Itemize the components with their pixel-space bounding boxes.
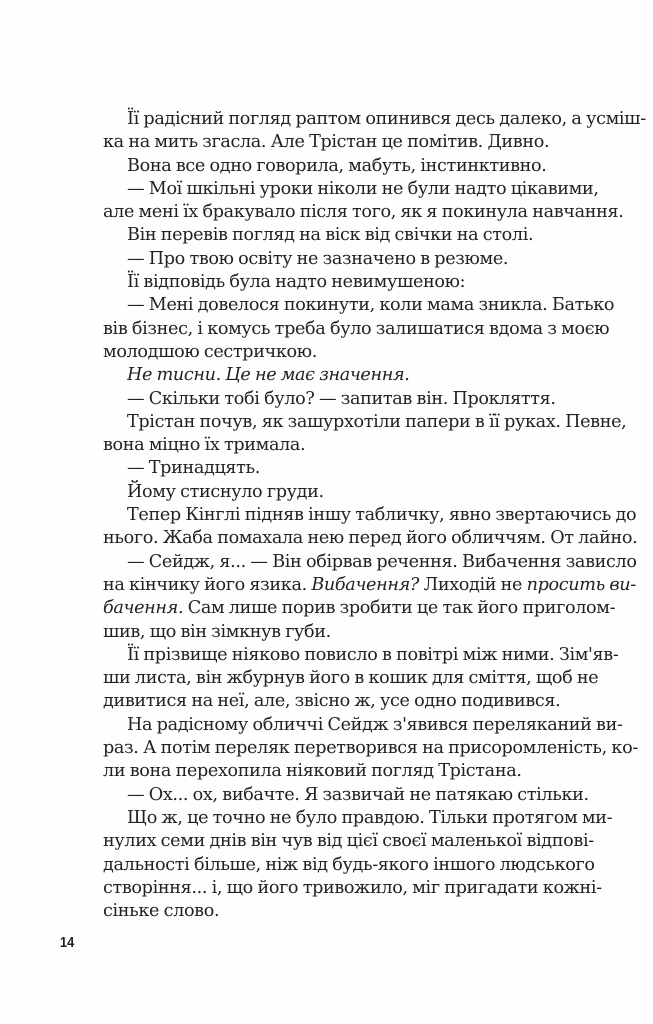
text-segment: Її прізвище ніяково повисло в повітрі між ними. Зім'яв-	[127, 644, 619, 665]
text-segment: Тепер Кінглі підняв іншу табличку, явно звертаючись до	[127, 505, 637, 526]
text-segment: вів бізнес, і комусь треба було залишатися вдома з моєю	[103, 318, 610, 339]
text-segment: дивитися на неї, але, звісно ж, усе одно подивився.	[103, 691, 561, 712]
text-line	[103, 248, 573, 271]
text-segment: — Ох... ох, вибачте. Я зазвичай не патякаю стільки.	[127, 784, 589, 805]
text-line	[103, 364, 573, 387]
text-segment: Що ж, це точно не було правдою. Тільки протягом ми-	[127, 807, 613, 828]
text-segment: Сам лише порив зробити це так його приголом-	[183, 598, 616, 619]
italic-text: Не тисни. Це не має значення.	[127, 365, 410, 386]
text-line	[103, 411, 627, 434]
text-segment: Йому стиснуло груди.	[127, 481, 324, 502]
text-line	[103, 527, 638, 550]
text-segment: — Сейдж, я... — Він обірвав речення. Вибачення зависло	[127, 551, 637, 572]
text-segment: створіння... і, що його тривожило, міг пригадати кожні-	[103, 877, 602, 898]
body-text	[103, 108, 646, 923]
text-line	[103, 574, 636, 597]
text-line	[103, 388, 573, 411]
text-line	[103, 108, 646, 131]
text-line	[103, 457, 573, 480]
text-segment: — Тринадцять.	[127, 458, 260, 479]
italic-text: бачення.	[103, 598, 184, 619]
text-line	[103, 784, 589, 807]
text-segment: нулих семи днів він чув від цієї своєї маленької відпові-	[103, 831, 594, 852]
text-line	[103, 644, 619, 667]
text-segment: — Мої шкільні уроки ніколи не були надто цікавими,	[127, 178, 599, 199]
text-line	[103, 434, 573, 457]
text-segment: раз. А потім переляк перетворився на присоромленість, ко-	[103, 738, 638, 759]
text-line	[103, 830, 594, 853]
text-line	[103, 714, 623, 737]
italic-text: Вибачення?	[311, 574, 419, 595]
text-line	[103, 760, 573, 783]
text-line	[103, 178, 599, 201]
text-segment: Вона все одно говорила, мабуть, інстинктивно.	[127, 155, 547, 176]
text-line	[103, 667, 599, 690]
text-segment: шив, що він зімкнув губи.	[103, 621, 331, 642]
text-segment: Лиходій не	[418, 574, 527, 595]
text-segment: ка на мить згасла. Але Трістан це помітив. Дивно.	[103, 132, 550, 153]
text-line	[103, 131, 573, 154]
text-line	[103, 481, 573, 504]
text-segment: молодшою сестричкою.	[103, 341, 317, 362]
italic-text: просить ви-	[526, 574, 636, 595]
text-segment: але мені їх бракувало після того, як я покинула навчання.	[103, 202, 624, 223]
text-line	[103, 807, 613, 830]
text-segment: ли вона перехопила ніяковий погляд Трістана.	[103, 761, 522, 782]
text-line	[103, 318, 610, 341]
text-segment: — Про твою освіту не зазначено в резюме.	[127, 248, 509, 269]
text-line	[103, 737, 638, 760]
page-number: 14	[60, 934, 75, 951]
text-segment: сіньке слово.	[103, 901, 220, 922]
text-line	[103, 294, 615, 317]
text-segment: Він перевів погляд на віск від свічки на столі.	[127, 225, 534, 246]
text-segment: дальності більше, ніж від будь-якого іншого людського	[103, 854, 595, 875]
text-line	[103, 551, 637, 574]
text-segment: Її радісний погляд раптом опинився десь далеко, а усміш-	[127, 109, 646, 129]
text-line	[103, 597, 616, 620]
text-line	[103, 854, 595, 877]
text-line	[103, 877, 602, 900]
text-segment: ши листа, він жбурнув його в кошик для сміття, щоб не	[103, 668, 599, 689]
text-segment: Її відповідь була надто невимушеною:	[127, 272, 466, 293]
text-line	[103, 504, 637, 527]
text-line	[103, 690, 573, 713]
text-segment: вона міцно їх тримала.	[103, 435, 306, 456]
text-line	[103, 155, 573, 178]
text-segment: на кінчику його язика.	[103, 574, 312, 595]
text-line	[103, 271, 573, 294]
text-line	[103, 621, 573, 644]
text-segment: — Мені довелося покинути, коли мама зникла. Батько	[127, 295, 615, 316]
text-line	[103, 224, 573, 247]
text-segment: Трістан почув, як зашурхотіли папери в її руках. Певне,	[127, 411, 627, 432]
text-segment: На радісному обличчі Сейдж з'явився переляканий ви-	[127, 714, 623, 735]
text-segment: нього. Жаба помахала нею перед його обличчям. От лайно.	[103, 528, 638, 549]
text-line	[103, 201, 624, 224]
text-line	[103, 341, 573, 364]
text-line	[103, 900, 573, 923]
text-segment: — Скільки тобі було? — запитав він. Прокляття.	[127, 388, 556, 409]
